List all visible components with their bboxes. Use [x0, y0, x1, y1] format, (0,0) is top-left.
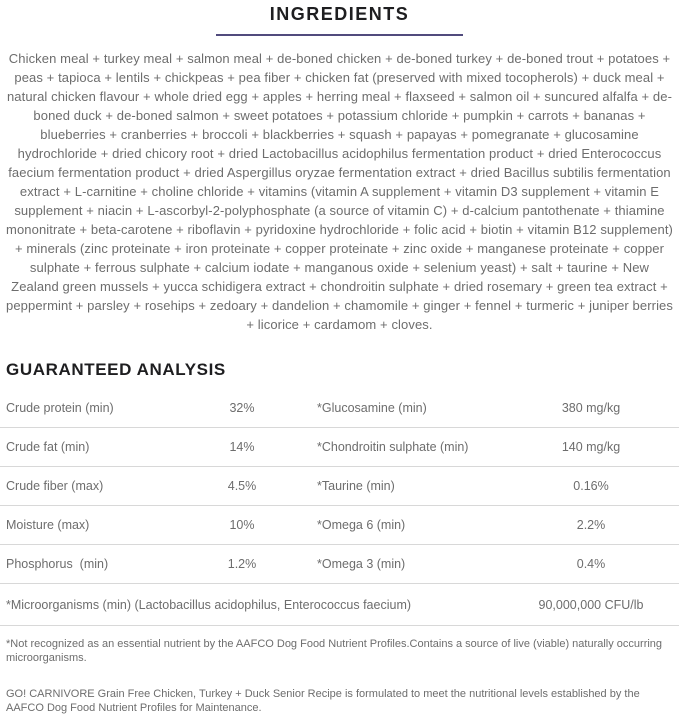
table-row-microorganisms [0, 584, 679, 626]
nutrient-value: 0.4% [576, 557, 606, 571]
guaranteed-analysis-title: GUARANTEED ANALYSIS [6, 360, 226, 379]
nutrient-label: *Microorganisms (min) (Lactobacillus acidophilus, Enterococcus faecium) [6, 597, 412, 612]
nutrient-value: 380 mg/kg [561, 401, 621, 415]
nutrient-value: 32% [229, 401, 255, 415]
table-row [0, 545, 679, 584]
nutrient-label: Crude fat (min) [6, 440, 90, 454]
table-row [0, 506, 679, 545]
nutrient-value: 2.2% [576, 518, 606, 532]
nutrient-value: 140 mg/kg [561, 440, 621, 454]
nutrient-value: 4.5% [227, 479, 257, 493]
table-row [0, 428, 679, 467]
nutrient-value: 0.16% [573, 479, 609, 493]
nutrient-label: *Omega 3 (min) [317, 557, 406, 571]
footnote-aafco-disclaimer: *Not recognized as an essential nutrient by the AAFCO Dog Food Nutrient Profiles.Contains a source of live (viable) naturally occurring microorganisms. [6, 638, 663, 664]
nutrient-value: 90,000,000 CFU/lb [538, 597, 644, 612]
guaranteed-analysis-table [0, 389, 679, 626]
nutrient-label: Phosphorus (min) [6, 557, 109, 571]
nutrient-label: *Taurine (min) [317, 479, 395, 493]
nutrient-label: Crude protein (min) [6, 401, 114, 415]
table-row [0, 467, 679, 506]
nutrient-value: 14% [229, 440, 255, 454]
nutrient-label: *Glucosamine (min) [317, 401, 427, 415]
nutrient-label: *Chondroitin sulphate (min) [317, 440, 469, 454]
table-row [0, 389, 679, 428]
nutrient-value: 1.2% [227, 557, 257, 571]
ingredients-title: INGREDIENTS [269, 4, 410, 24]
ingredients-paragraph: Chicken meal + turkey meal + salmon meal + de-boned chicken + de-boned turkey + de-boned trout + potatoes + peas + tapioca + lentils + chickpeas + pea fiber + chicken fat (preserved with mixed tocopherols) + duck meal + natural chicken flavour + whole dried egg + apples + herring meal + flaxseed + salmon oil + suncured alfalfa + de-boned duck + de-boned salmon + sweet potatoes + potassium chloride + pumpkin + carrots + bananas + blueberries + cranberries + broccoli + blackberries + squash + papayas + pomegranate + glucosamine hydrochloride + dried chicory root + dried Lactobacillus acidophilus fermentation product + dried Enterococcus faecium fermentation product + dried Aspergillus oryzae fermentation extract + dried Bacillus subtilis fermentation extract + L-carnitine + choline chloride + vitamins (vitamin A supplement + vitamin D3 supplement + vitamin E supplement + niacin + L-ascorbyl-2-polyphosphate (a source of vitamin C) + d-calcium pantothenate + thiamine mononitrate + beta-carotene + riboflavin + pyridoxine hydrochloride + folic acid + biotin + vitamin B12 supplement) + minerals (zinc proteinate + iron proteinate + copper proteinate + zinc oxide + manganese proteinate + copper sulphate + ferrous sulphate + calcium iodate + manganous oxide + selenium yeast) + salt + taurine + New Zealand green mussels + yucca schidigera extract + chondroitin sulphate + dried rosemary + green tea extract + peppermint + parsley + rosehips + zedoary + dandelion + chamomile + ginger + fennel + turmeric + juniper berries + licorice + cardamom + cloves. [6, 51, 673, 332]
nutrient-label: *Omega 6 (min) [317, 518, 406, 532]
title-underline-rule [216, 34, 463, 36]
nutrient-label: Crude fiber (max) [6, 479, 104, 493]
footnote-formulation-statement: GO! CARNIVORE Grain Free Chicken, Turkey + Duck Senior Recipe is formulated to meet the nutritional levels established by the AAFCO Dog Food Nutrient Profiles for Maintenance. [6, 688, 640, 714]
nutrient-label: Moisture (max) [6, 518, 90, 532]
nutrient-value: 10% [229, 518, 255, 532]
